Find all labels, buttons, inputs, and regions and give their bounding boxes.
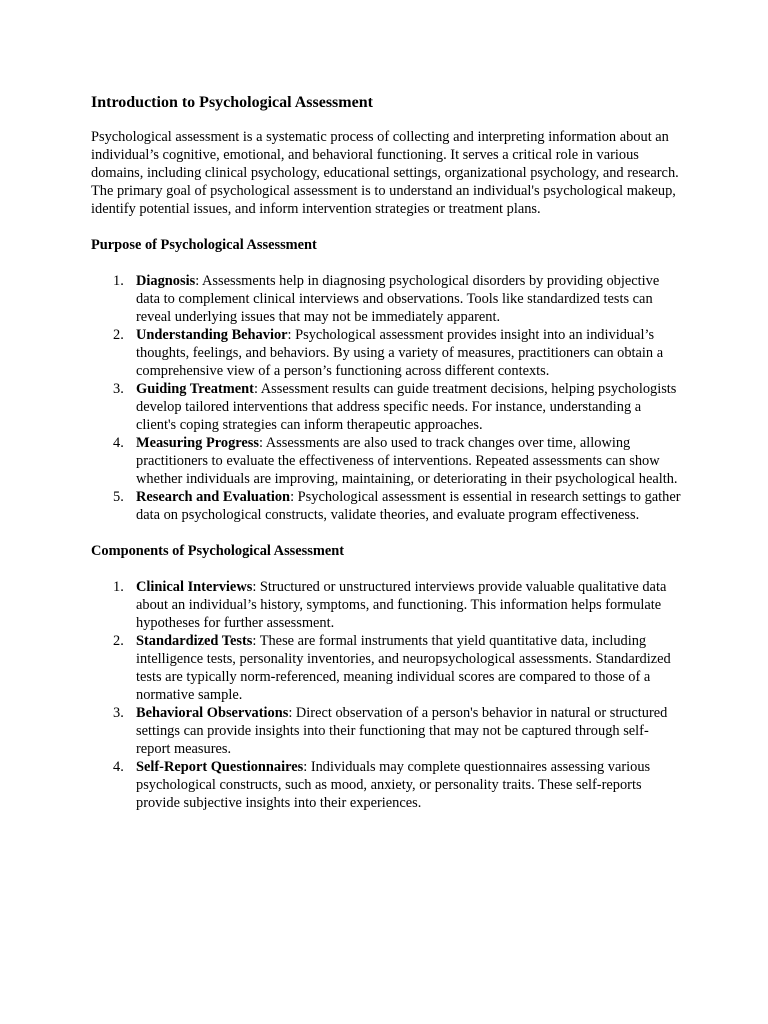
list-item [113,578,681,632]
item-term: Understanding Behavior [136,327,288,343]
list-item [113,758,681,812]
list-item [113,326,681,380]
item-text: : Direct observation of a person's behavior in natural or structured settings can provide insights into their functioning that may not be captured through self-report measures. [136,705,668,757]
item-text: : Structured or unstructured interviews provide valuable qualitative data about an individual’s history, symptoms, and functioning. This information helps formulate hypotheses for further assessment. [136,579,667,631]
purpose-list [91,272,681,524]
item-term: Behavioral Observations [136,705,289,721]
components-heading: Components of Psychological Assessment [91,543,345,559]
item-term: Self-Report Questionnaires [136,759,304,775]
item-term: Clinical Interviews [136,579,253,595]
item-text: : Assessments are also used to track changes over time, allowing practitioners to evaluate the effectiveness of interventions. Repeated assessments can show whether individuals are improving, maintaining, or deteriorating in their psychological health. [136,435,678,487]
list-item [113,488,681,524]
list-item [113,434,681,488]
item-term: Guiding Treatment [136,381,254,397]
item-term: Research and Evaluation [136,489,291,505]
item-number: 1. [113,579,124,595]
document-title: Introduction to Psychological Assessment [91,94,373,111]
item-text: : Assessment results can guide treatment decisions, helping psychologists develop tailored interventions that address specific needs. For instance, understanding a client's coping strategies can inform therapeutic approaches. [136,381,677,433]
list-item [113,272,681,326]
item-text: : Individuals may complete questionnaires assessing various psychological constructs, such as mood, anxiety, or personality traits. These self-reports provide subjective insights into their experiences. [136,759,651,811]
item-number: 2. [113,327,124,343]
item-number: 1. [113,273,124,289]
item-term: Standardized Tests [136,633,253,649]
purpose-heading: Purpose of Psychological Assessment [91,237,317,253]
list-item [113,632,681,704]
list-item [113,380,681,434]
item-number: 4. [113,435,124,451]
item-text: : Psychological assessment provides insight into an individual’s thoughts, feelings, and behaviors. By using a variety of measures, practitioners can obtain a comprehensive view of a person’s functioning across different contexts. [136,327,664,379]
item-number: 2. [113,633,124,649]
item-term: Measuring Progress [136,435,259,451]
item-text: : Psychological assessment is essential in research settings to gather data on psychological constructs, validate theories, and evaluate program effectiveness. [136,489,681,523]
item-term: Diagnosis [136,273,196,289]
intro-paragraph: Psychological assessment is a systematic process of collecting and interpreting information about an individual’s cognitive, emotional, and behavioral functioning. It serves a critical role in various domains, including clinical psychology, educational settings, organizational psychology, and research. The primary goal of psychological assessment is to understand an individual's psychological makeup, identify potential issues, and inform intervention strategies or treatment plans. [91,129,679,217]
document-page [91,93,681,830]
item-number: 3. [113,381,124,397]
item-text: : Assessments help in diagnosing psychological disorders by providing objective data to complement clinical interviews and observations. Tools like standardized tests can reveal underlying issues that may not be immediately apparent. [136,273,660,325]
item-number: 4. [113,759,124,775]
item-number: 3. [113,705,124,721]
components-list [91,578,681,812]
item-text: : These are formal instruments that yield quantitative data, including intelligence tests, personality inventories, and neuropsychological assessments. Standardized tests are typically norm-referenced, meaning individual scores are compared to those of a normative sample. [136,633,671,703]
list-item [113,704,681,758]
item-number: 5. [113,489,124,505]
